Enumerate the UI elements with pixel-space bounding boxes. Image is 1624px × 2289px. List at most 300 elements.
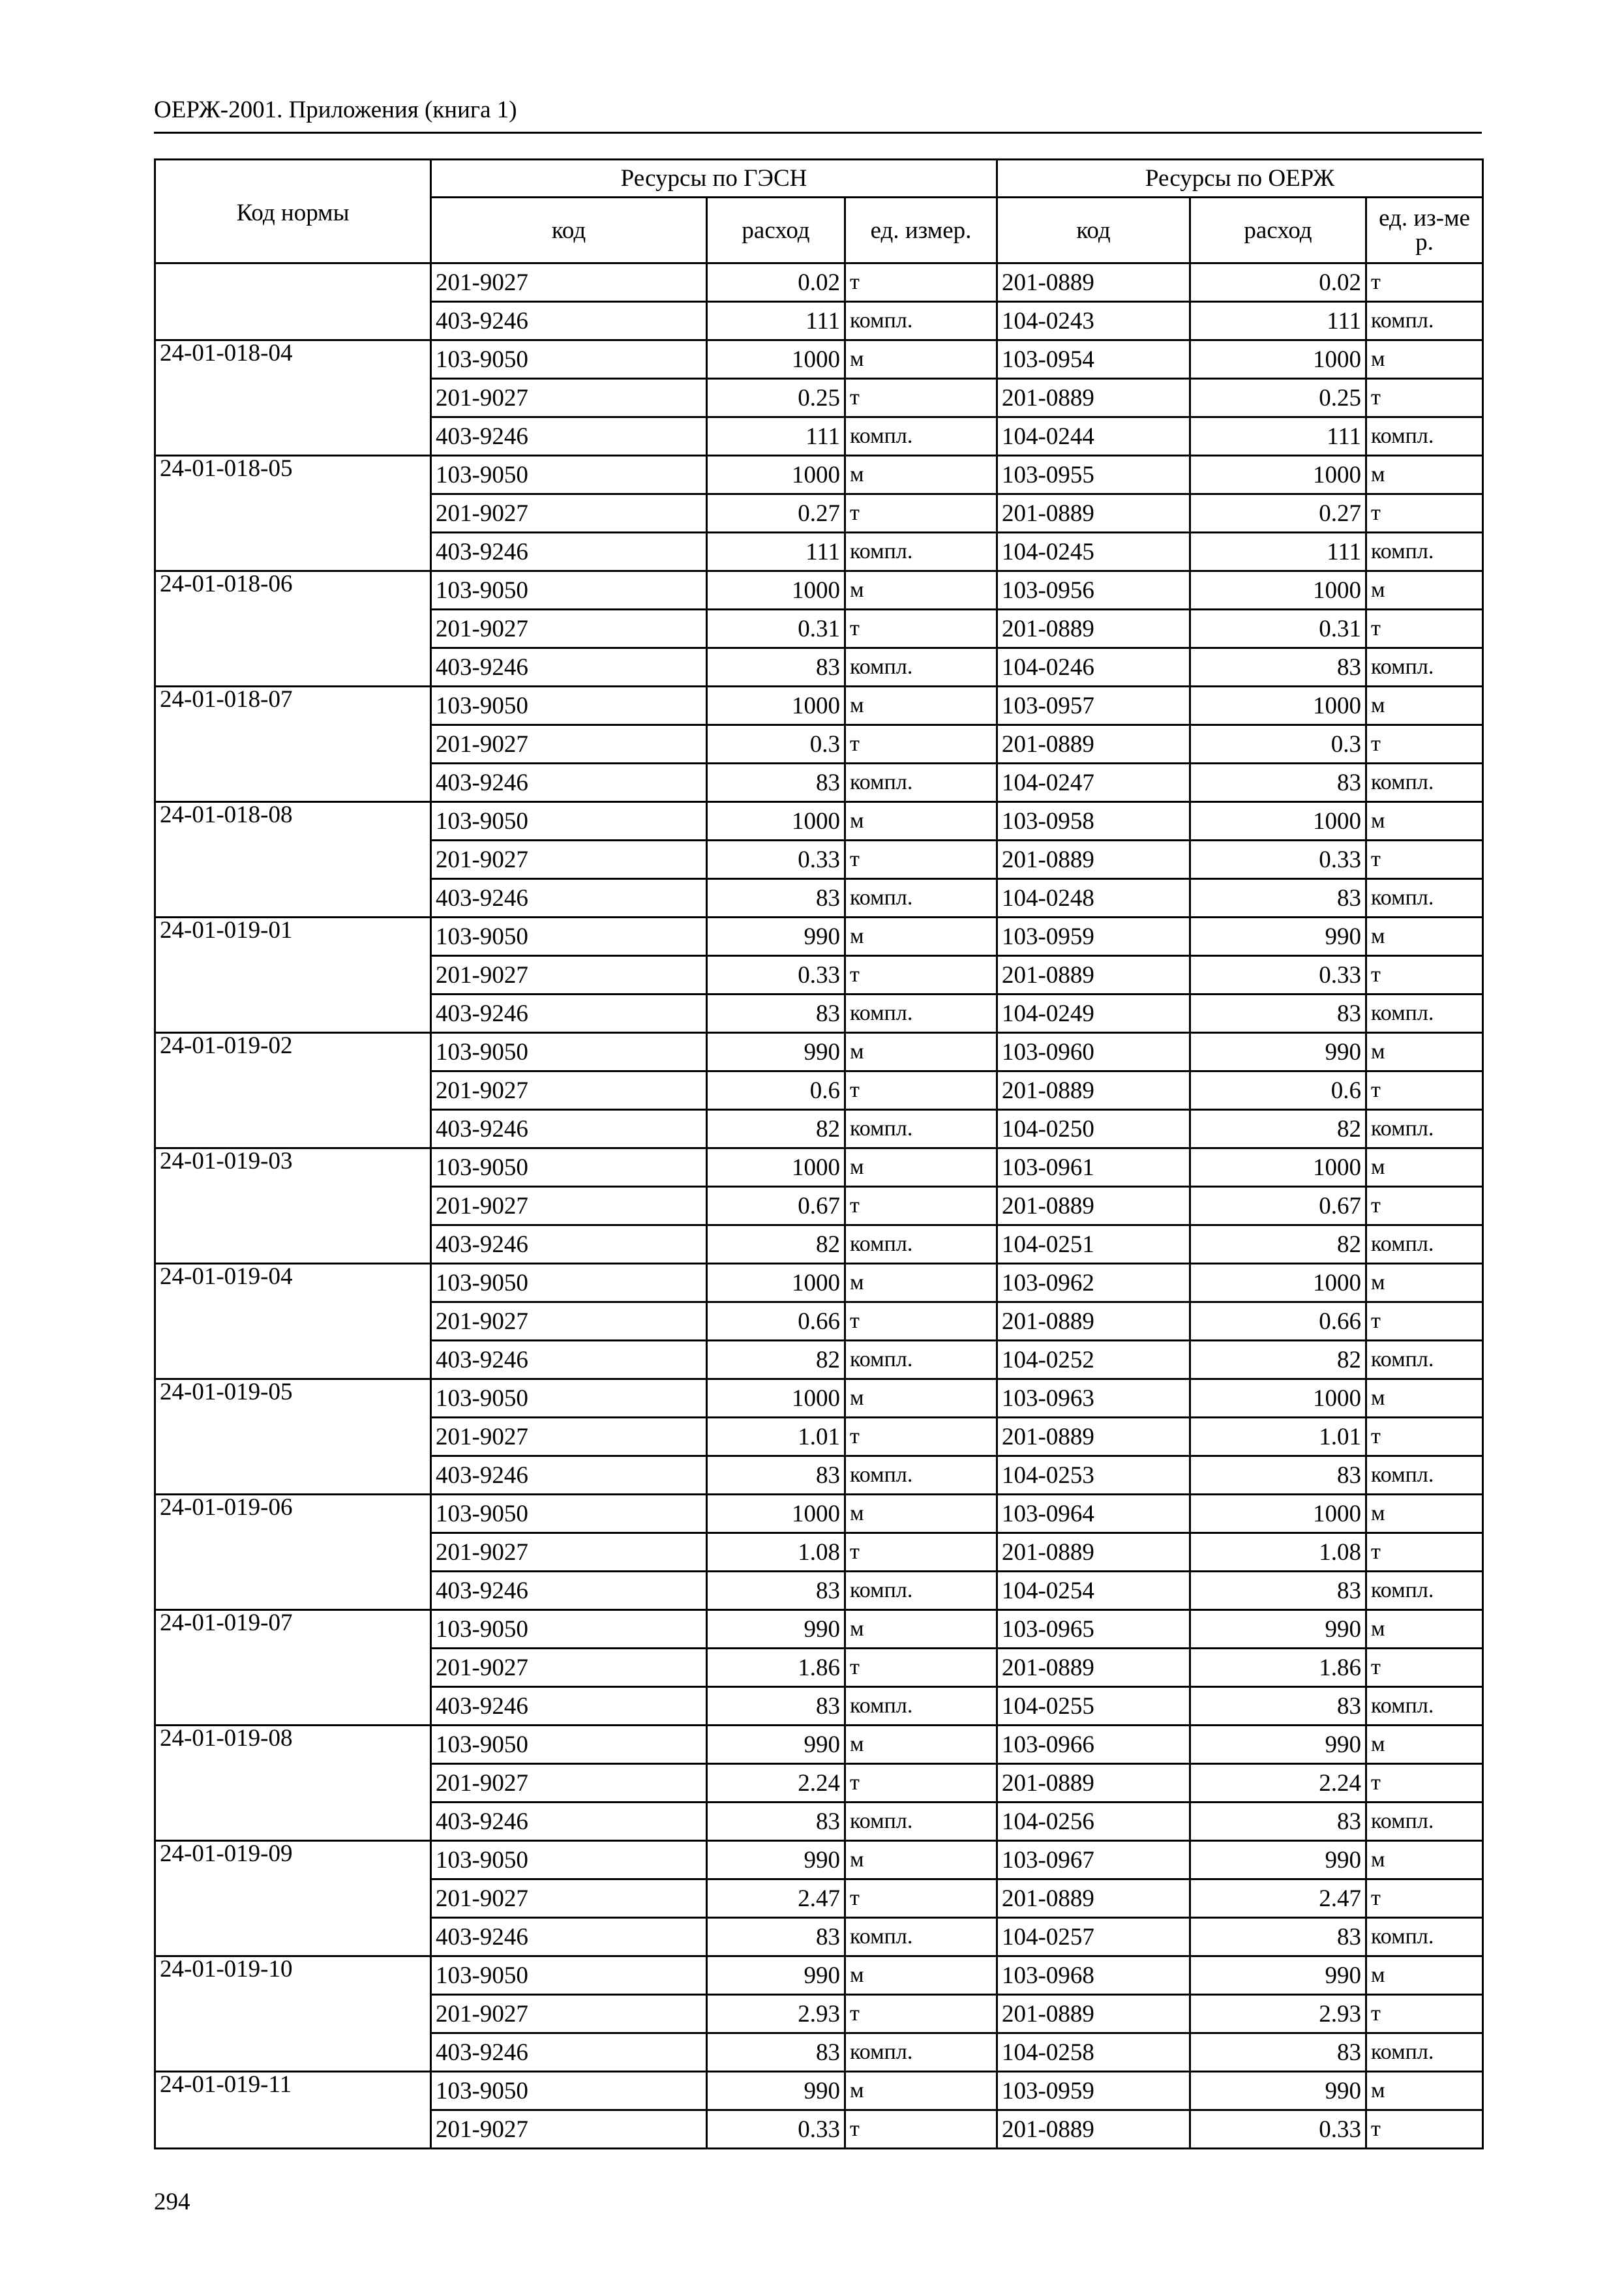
group-header-oerzh: Ресурсы по ОЕРЖ [997, 160, 1483, 198]
gesn-qty-cell: 1000 [707, 571, 845, 610]
column-header-oerzh-code: код [997, 198, 1190, 263]
oerzh-qty-cell: 990 [1190, 1610, 1366, 1649]
gesn-qty-cell: 83 [707, 1687, 845, 1726]
oerzh-code-cell: 201-0889 [997, 263, 1190, 302]
oerzh-unit-cell: компл. [1366, 2033, 1483, 2072]
oerzh-unit-cell: компл. [1366, 648, 1483, 687]
oerzh-code-cell: 103-0960 [997, 1033, 1190, 1071]
gesn-qty-cell: 2.47 [707, 1879, 845, 1918]
oerzh-code-cell: 104-0258 [997, 2033, 1190, 2072]
gesn-unit-cell: м [845, 1264, 997, 1302]
gesn-code-cell: 103-9050 [431, 2072, 707, 2110]
table-row [155, 340, 1483, 379]
oerzh-qty-cell: 1000 [1190, 456, 1366, 494]
norm-code-cell: 24-01-019-10 [155, 1956, 431, 2072]
oerzh-unit-cell: м [1366, 1841, 1483, 1879]
oerzh-unit-cell: компл. [1366, 879, 1483, 918]
norm-code-cell: 24-01-019-03 [155, 1148, 431, 1264]
gesn-code-cell: 403-9246 [431, 995, 707, 1033]
oerzh-qty-cell: 1000 [1190, 1148, 1366, 1187]
oerzh-qty-cell: 82 [1190, 1110, 1366, 1148]
oerzh-unit-cell: м [1366, 456, 1483, 494]
oerzh-unit-cell: компл. [1366, 1456, 1483, 1495]
gesn-qty-cell: 990 [707, 1956, 845, 1995]
oerzh-code-cell: 201-0889 [997, 494, 1190, 533]
oerzh-qty-cell: 82 [1190, 1341, 1366, 1379]
gesn-unit-cell: т [845, 1302, 997, 1341]
gesn-code-cell: 201-9027 [431, 1071, 707, 1110]
page-header: ОЕРЖ-2001. Приложения (книга 1) [154, 97, 517, 123]
oerzh-qty-cell: 83 [1190, 1918, 1366, 1956]
gesn-qty-cell: 1000 [707, 687, 845, 725]
oerzh-qty-cell: 0.33 [1190, 956, 1366, 995]
oerzh-unit-cell: т [1366, 1418, 1483, 1456]
table-row [155, 1033, 1483, 1071]
oerzh-code-cell: 201-0889 [997, 1071, 1190, 1110]
gesn-qty-cell: 83 [707, 648, 845, 687]
table-row [155, 802, 1483, 841]
gesn-qty-cell: 2.24 [707, 1764, 845, 1803]
oerzh-qty-cell: 990 [1190, 2072, 1366, 2110]
oerzh-qty-cell: 83 [1190, 995, 1366, 1033]
table-row [155, 2072, 1483, 2110]
oerzh-qty-cell: 0.66 [1190, 1302, 1366, 1341]
oerzh-code-cell: 103-0955 [997, 456, 1190, 494]
gesn-qty-cell: 83 [707, 1456, 845, 1495]
oerzh-unit-cell: компл. [1366, 1687, 1483, 1726]
gesn-unit-cell: компл. [845, 879, 997, 918]
resources-table [154, 158, 1484, 2149]
gesn-qty-cell: 0.33 [707, 2110, 845, 2149]
gesn-unit-cell: м [845, 1726, 997, 1764]
oerzh-unit-cell: м [1366, 687, 1483, 725]
gesn-unit-cell: т [845, 1649, 997, 1687]
gesn-code-cell: 403-9246 [431, 1572, 707, 1610]
gesn-unit-cell: м [845, 571, 997, 610]
gesn-code-cell: 201-9027 [431, 494, 707, 533]
gesn-qty-cell: 0.31 [707, 610, 845, 648]
table-row [155, 456, 1483, 494]
oerzh-code-cell: 201-0889 [997, 1764, 1190, 1803]
gesn-unit-cell: т [845, 841, 997, 879]
oerzh-qty-cell: 990 [1190, 1956, 1366, 1995]
gesn-qty-cell: 990 [707, 1033, 845, 1071]
gesn-code-cell: 403-9246 [431, 1110, 707, 1148]
oerzh-unit-cell: т [1366, 1071, 1483, 1110]
gesn-unit-cell: компл. [845, 1456, 997, 1495]
oerzh-unit-cell: м [1366, 1495, 1483, 1533]
oerzh-qty-cell: 990 [1190, 918, 1366, 956]
gesn-code-cell: 403-9246 [431, 2033, 707, 2072]
gesn-qty-cell: 111 [707, 417, 845, 456]
column-header-oerzh-unit: ед. из-мер. [1366, 198, 1483, 263]
gesn-qty-cell: 2.93 [707, 1995, 845, 2033]
gesn-unit-cell: т [845, 2110, 997, 2149]
gesn-unit-cell: м [845, 1148, 997, 1187]
gesn-unit-cell: м [845, 2072, 997, 2110]
gesn-unit-cell: т [845, 1533, 997, 1572]
oerzh-qty-cell: 83 [1190, 1687, 1366, 1726]
oerzh-qty-cell: 82 [1190, 1225, 1366, 1264]
norm-code-cell: 24-01-019-06 [155, 1495, 431, 1610]
oerzh-unit-cell: компл. [1366, 1225, 1483, 1264]
oerzh-unit-cell: м [1366, 340, 1483, 379]
oerzh-unit-cell: компл. [1366, 1110, 1483, 1148]
gesn-qty-cell: 111 [707, 302, 845, 340]
oerzh-qty-cell: 0.31 [1190, 610, 1366, 648]
gesn-code-cell: 403-9246 [431, 1341, 707, 1379]
gesn-code-cell: 201-9027 [431, 1302, 707, 1341]
oerzh-code-cell: 103-0962 [997, 1264, 1190, 1302]
oerzh-unit-cell: м [1366, 571, 1483, 610]
oerzh-code-cell: 103-0959 [997, 2072, 1190, 2110]
gesn-unit-cell: м [845, 1841, 997, 1879]
oerzh-unit-cell: компл. [1366, 1918, 1483, 1956]
gesn-code-cell: 201-9027 [431, 263, 707, 302]
table-row [155, 1495, 1483, 1533]
oerzh-unit-cell: компл. [1366, 1341, 1483, 1379]
gesn-qty-cell: 0.6 [707, 1071, 845, 1110]
oerzh-code-cell: 103-0956 [997, 571, 1190, 610]
column-header-gesn-unit: ед. измер. [845, 198, 997, 263]
oerzh-qty-cell: 83 [1190, 648, 1366, 687]
column-header-oerzh-qty: расход [1190, 198, 1366, 263]
oerzh-unit-cell: м [1366, 918, 1483, 956]
gesn-qty-cell: 990 [707, 1610, 845, 1649]
oerzh-unit-cell: м [1366, 1148, 1483, 1187]
gesn-qty-cell: 83 [707, 879, 845, 918]
gesn-unit-cell: т [845, 1187, 997, 1225]
table-row [155, 1956, 1483, 1995]
gesn-qty-cell: 83 [707, 2033, 845, 2072]
oerzh-unit-cell: т [1366, 956, 1483, 995]
gesn-code-cell: 201-9027 [431, 1764, 707, 1803]
gesn-qty-cell: 83 [707, 1572, 845, 1610]
oerzh-unit-cell: компл. [1366, 764, 1483, 802]
gesn-qty-cell: 0.66 [707, 1302, 845, 1341]
gesn-unit-cell: т [845, 1764, 997, 1803]
gesn-unit-cell: компл. [845, 1687, 997, 1726]
oerzh-code-cell: 104-0250 [997, 1110, 1190, 1148]
oerzh-code-cell: 201-0889 [997, 956, 1190, 995]
oerzh-code-cell: 103-0966 [997, 1726, 1190, 1764]
gesn-code-cell: 201-9027 [431, 1995, 707, 2033]
oerzh-unit-cell: компл. [1366, 533, 1483, 571]
oerzh-code-cell: 103-0957 [997, 687, 1190, 725]
gesn-unit-cell: м [845, 1033, 997, 1071]
oerzh-code-cell: 104-0255 [997, 1687, 1190, 1726]
gesn-unit-cell: компл. [845, 533, 997, 571]
oerzh-unit-cell: компл. [1366, 1572, 1483, 1610]
norm-code-cell [155, 263, 431, 340]
gesn-unit-cell: компл. [845, 1572, 997, 1610]
gesn-qty-cell: 82 [707, 1110, 845, 1148]
gesn-qty-cell: 990 [707, 1726, 845, 1764]
gesn-unit-cell: компл. [845, 1803, 997, 1841]
oerzh-qty-cell: 1000 [1190, 1495, 1366, 1533]
gesn-unit-cell: компл. [845, 1918, 997, 1956]
oerzh-qty-cell: 111 [1190, 417, 1366, 456]
oerzh-qty-cell: 0.33 [1190, 2110, 1366, 2149]
gesn-qty-cell: 0.02 [707, 263, 845, 302]
oerzh-unit-cell: т [1366, 1187, 1483, 1225]
gesn-code-cell: 103-9050 [431, 456, 707, 494]
oerzh-qty-cell: 83 [1190, 764, 1366, 802]
oerzh-unit-cell: т [1366, 2110, 1483, 2149]
column-header-gesn-qty: расход [707, 198, 845, 263]
oerzh-qty-cell: 0.25 [1190, 379, 1366, 417]
oerzh-unit-cell: т [1366, 1879, 1483, 1918]
column-header-gesn-code: код [431, 198, 707, 263]
oerzh-unit-cell: т [1366, 610, 1483, 648]
oerzh-qty-cell: 1.08 [1190, 1533, 1366, 1572]
oerzh-code-cell: 103-0968 [997, 1956, 1190, 1995]
norm-code-cell: 24-01-019-09 [155, 1841, 431, 1956]
oerzh-qty-cell: 0.3 [1190, 725, 1366, 764]
oerzh-qty-cell: 1000 [1190, 1379, 1366, 1418]
oerzh-qty-cell: 83 [1190, 1803, 1366, 1841]
oerzh-code-cell: 104-0257 [997, 1918, 1190, 1956]
table-row [155, 1841, 1483, 1879]
oerzh-code-cell: 104-0256 [997, 1803, 1190, 1841]
oerzh-qty-cell: 990 [1190, 1726, 1366, 1764]
gesn-code-cell: 103-9050 [431, 687, 707, 725]
oerzh-qty-cell: 0.27 [1190, 494, 1366, 533]
oerzh-code-cell: 201-0889 [997, 1995, 1190, 2033]
oerzh-unit-cell: т [1366, 841, 1483, 879]
gesn-code-cell: 103-9050 [431, 1264, 707, 1302]
gesn-code-cell: 403-9246 [431, 764, 707, 802]
oerzh-unit-cell: т [1366, 1302, 1483, 1341]
gesn-code-cell: 201-9027 [431, 1418, 707, 1456]
oerzh-qty-cell: 1.01 [1190, 1418, 1366, 1456]
oerzh-code-cell: 104-0249 [997, 995, 1190, 1033]
gesn-unit-cell: т [845, 610, 997, 648]
table-body [155, 263, 1483, 2149]
gesn-unit-cell: м [845, 918, 997, 956]
oerzh-code-cell: 103-0967 [997, 1841, 1190, 1879]
gesn-code-cell: 201-9027 [431, 725, 707, 764]
oerzh-qty-cell: 2.24 [1190, 1764, 1366, 1803]
gesn-unit-cell: т [845, 956, 997, 995]
oerzh-unit-cell: м [1366, 802, 1483, 841]
oerzh-code-cell: 201-0889 [997, 1649, 1190, 1687]
gesn-unit-cell: компл. [845, 648, 997, 687]
gesn-unit-cell: т [845, 1071, 997, 1110]
page-number: 294 [154, 2189, 190, 2215]
gesn-qty-cell: 990 [707, 918, 845, 956]
norm-code-cell: 24-01-019-11 [155, 2072, 431, 2149]
gesn-code-cell: 201-9027 [431, 2110, 707, 2149]
column-header-norm-code: Код нормы [155, 160, 431, 263]
table-row [155, 571, 1483, 610]
gesn-unit-cell: компл. [845, 302, 997, 340]
gesn-unit-cell: м [845, 1495, 997, 1533]
gesn-qty-cell: 0.27 [707, 494, 845, 533]
oerzh-unit-cell: т [1366, 1649, 1483, 1687]
oerzh-qty-cell: 990 [1190, 1841, 1366, 1879]
gesn-code-cell: 403-9246 [431, 879, 707, 918]
oerzh-code-cell: 201-0889 [997, 1533, 1190, 1572]
gesn-unit-cell: м [845, 1610, 997, 1649]
gesn-unit-cell: м [845, 1379, 997, 1418]
gesn-code-cell: 103-9050 [431, 340, 707, 379]
norm-code-cell: 24-01-018-04 [155, 340, 431, 456]
oerzh-unit-cell: т [1366, 494, 1483, 533]
oerzh-code-cell: 104-0252 [997, 1341, 1190, 1379]
oerzh-qty-cell: 1000 [1190, 802, 1366, 841]
norm-code-cell: 24-01-018-05 [155, 456, 431, 571]
gesn-code-cell: 201-9027 [431, 1187, 707, 1225]
oerzh-unit-cell: м [1366, 1610, 1483, 1649]
gesn-unit-cell: т [845, 1418, 997, 1456]
gesn-code-cell: 201-9027 [431, 841, 707, 879]
oerzh-qty-cell: 83 [1190, 1572, 1366, 1610]
oerzh-code-cell: 201-0889 [997, 1418, 1190, 1456]
oerzh-unit-cell: м [1366, 1379, 1483, 1418]
oerzh-code-cell: 103-0958 [997, 802, 1190, 841]
oerzh-qty-cell: 0.67 [1190, 1187, 1366, 1225]
norm-code-cell: 24-01-019-05 [155, 1379, 431, 1495]
oerzh-unit-cell: т [1366, 379, 1483, 417]
oerzh-qty-cell: 2.47 [1190, 1879, 1366, 1918]
norm-code-cell: 24-01-018-07 [155, 687, 431, 802]
norm-code-cell: 24-01-019-04 [155, 1264, 431, 1379]
norm-code-cell: 24-01-019-07 [155, 1610, 431, 1726]
oerzh-code-cell: 103-0964 [997, 1495, 1190, 1533]
table-row [155, 263, 1483, 302]
group-header-gesn: Ресурсы по ГЭСН [431, 160, 997, 198]
gesn-code-cell: 201-9027 [431, 956, 707, 995]
oerzh-qty-cell: 0.02 [1190, 263, 1366, 302]
gesn-qty-cell: 1000 [707, 1148, 845, 1187]
gesn-code-cell: 103-9050 [431, 1033, 707, 1071]
gesn-code-cell: 103-9050 [431, 1495, 707, 1533]
oerzh-code-cell: 103-0961 [997, 1148, 1190, 1187]
gesn-code-cell: 403-9246 [431, 302, 707, 340]
oerzh-qty-cell: 2.93 [1190, 1995, 1366, 2033]
oerzh-unit-cell: компл. [1366, 417, 1483, 456]
oerzh-code-cell: 104-0247 [997, 764, 1190, 802]
oerzh-qty-cell: 1.86 [1190, 1649, 1366, 1687]
oerzh-code-cell: 103-0965 [997, 1610, 1190, 1649]
oerzh-qty-cell: 1000 [1190, 687, 1366, 725]
gesn-code-cell: 103-9050 [431, 1148, 707, 1187]
table-row [155, 687, 1483, 725]
oerzh-unit-cell: м [1366, 1264, 1483, 1302]
table-row [155, 1726, 1483, 1764]
gesn-qty-cell: 111 [707, 533, 845, 571]
gesn-qty-cell: 1.86 [707, 1649, 845, 1687]
gesn-code-cell: 403-9246 [431, 1687, 707, 1726]
gesn-code-cell: 103-9050 [431, 1726, 707, 1764]
table-row [155, 1610, 1483, 1649]
gesn-unit-cell: м [845, 687, 997, 725]
header-rule [154, 132, 1482, 134]
gesn-unit-cell: компл. [845, 764, 997, 802]
oerzh-qty-cell: 0.33 [1190, 841, 1366, 879]
oerzh-code-cell: 104-0243 [997, 302, 1190, 340]
oerzh-code-cell: 104-0246 [997, 648, 1190, 687]
gesn-unit-cell: т [845, 379, 997, 417]
oerzh-unit-cell: т [1366, 1533, 1483, 1572]
gesn-qty-cell: 1000 [707, 1379, 845, 1418]
oerzh-qty-cell: 0.6 [1190, 1071, 1366, 1110]
gesn-code-cell: 403-9246 [431, 1803, 707, 1841]
norm-code-cell: 24-01-019-02 [155, 1033, 431, 1148]
gesn-code-cell: 103-9050 [431, 1841, 707, 1879]
gesn-qty-cell: 990 [707, 2072, 845, 2110]
gesn-qty-cell: 1.08 [707, 1533, 845, 1572]
gesn-unit-cell: компл. [845, 1110, 997, 1148]
gesn-qty-cell: 0.67 [707, 1187, 845, 1225]
gesn-qty-cell: 990 [707, 1841, 845, 1879]
gesn-code-cell: 403-9246 [431, 1225, 707, 1264]
gesn-code-cell: 201-9027 [431, 610, 707, 648]
gesn-unit-cell: т [845, 263, 997, 302]
gesn-qty-cell: 0.33 [707, 956, 845, 995]
gesn-qty-cell: 1000 [707, 1495, 845, 1533]
gesn-qty-cell: 1000 [707, 340, 845, 379]
oerzh-code-cell: 103-0959 [997, 918, 1190, 956]
gesn-qty-cell: 0.33 [707, 841, 845, 879]
oerzh-qty-cell: 1000 [1190, 571, 1366, 610]
oerzh-code-cell: 103-0963 [997, 1379, 1190, 1418]
oerzh-code-cell: 201-0889 [997, 1187, 1190, 1225]
table-row [155, 1379, 1483, 1418]
gesn-qty-cell: 1000 [707, 802, 845, 841]
norm-code-cell: 24-01-018-06 [155, 571, 431, 687]
norm-code-cell: 24-01-019-08 [155, 1726, 431, 1841]
gesn-unit-cell: м [845, 802, 997, 841]
oerzh-qty-cell: 83 [1190, 2033, 1366, 2072]
table-row [155, 1148, 1483, 1187]
gesn-code-cell: 103-9050 [431, 1379, 707, 1418]
oerzh-code-cell: 201-0889 [997, 1302, 1190, 1341]
oerzh-code-cell: 103-0954 [997, 340, 1190, 379]
oerzh-code-cell: 104-0248 [997, 879, 1190, 918]
gesn-unit-cell: м [845, 340, 997, 379]
oerzh-unit-cell: т [1366, 263, 1483, 302]
oerzh-unit-cell: м [1366, 1033, 1483, 1071]
oerzh-code-cell: 201-0889 [997, 841, 1190, 879]
oerzh-qty-cell: 1000 [1190, 1264, 1366, 1302]
gesn-unit-cell: т [845, 1879, 997, 1918]
gesn-code-cell: 403-9246 [431, 1918, 707, 1956]
gesn-code-cell: 403-9246 [431, 1456, 707, 1495]
oerzh-code-cell: 201-0889 [997, 725, 1190, 764]
oerzh-unit-cell: компл. [1366, 1803, 1483, 1841]
oerzh-qty-cell: 990 [1190, 1033, 1366, 1071]
gesn-qty-cell: 0.25 [707, 379, 845, 417]
norm-code-cell: 24-01-019-01 [155, 918, 431, 1033]
gesn-qty-cell: 83 [707, 995, 845, 1033]
table-row [155, 1264, 1483, 1302]
oerzh-qty-cell: 111 [1190, 302, 1366, 340]
gesn-qty-cell: 1.01 [707, 1418, 845, 1456]
gesn-unit-cell: т [845, 1995, 997, 2033]
gesn-unit-cell: т [845, 725, 997, 764]
oerzh-unit-cell: т [1366, 1764, 1483, 1803]
oerzh-code-cell: 201-0889 [997, 2110, 1190, 2149]
oerzh-qty-cell: 83 [1190, 1456, 1366, 1495]
oerzh-unit-cell: м [1366, 1726, 1483, 1764]
gesn-qty-cell: 1000 [707, 1264, 845, 1302]
oerzh-unit-cell: т [1366, 1995, 1483, 2033]
gesn-code-cell: 103-9050 [431, 1610, 707, 1649]
gesn-unit-cell: компл. [845, 1225, 997, 1264]
oerzh-code-cell: 104-0244 [997, 417, 1190, 456]
